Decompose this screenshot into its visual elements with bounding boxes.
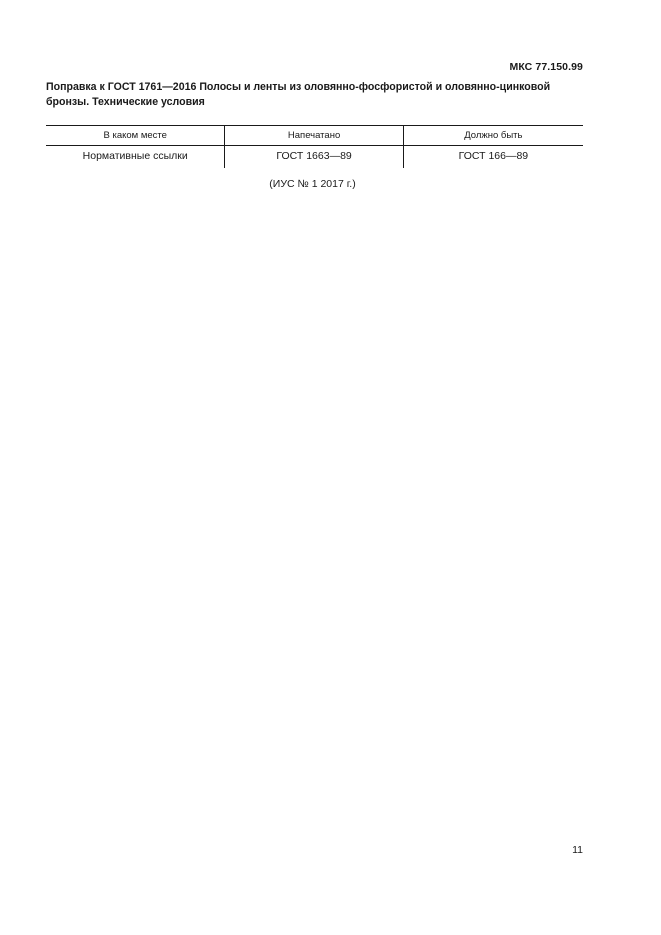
table-header-row xyxy=(46,126,583,146)
table-row xyxy=(46,146,583,169)
cell-should-be: ГОСТ 166—89 xyxy=(403,146,583,169)
cell-location: Нормативные ссылки xyxy=(82,149,188,162)
source-note: (ИУС № 1 2017 г.) xyxy=(269,178,356,190)
page-number: 11 xyxy=(572,844,583,856)
document-title: Поправка к ГОСТ 1761—2016 Полосы и ленты из оловянно-фосфористой и оловянно-цинковой бронзы. Технические условия xyxy=(46,81,551,108)
header-should-be: Должно быть xyxy=(403,126,583,146)
cell-printed: ГОСТ 1663—89 xyxy=(225,146,403,169)
header-printed: Напечатано xyxy=(225,126,403,146)
header-location: В каком месте xyxy=(46,126,225,146)
correction-table xyxy=(46,125,583,168)
classification-code: МКС 77.150.99 xyxy=(509,61,583,73)
